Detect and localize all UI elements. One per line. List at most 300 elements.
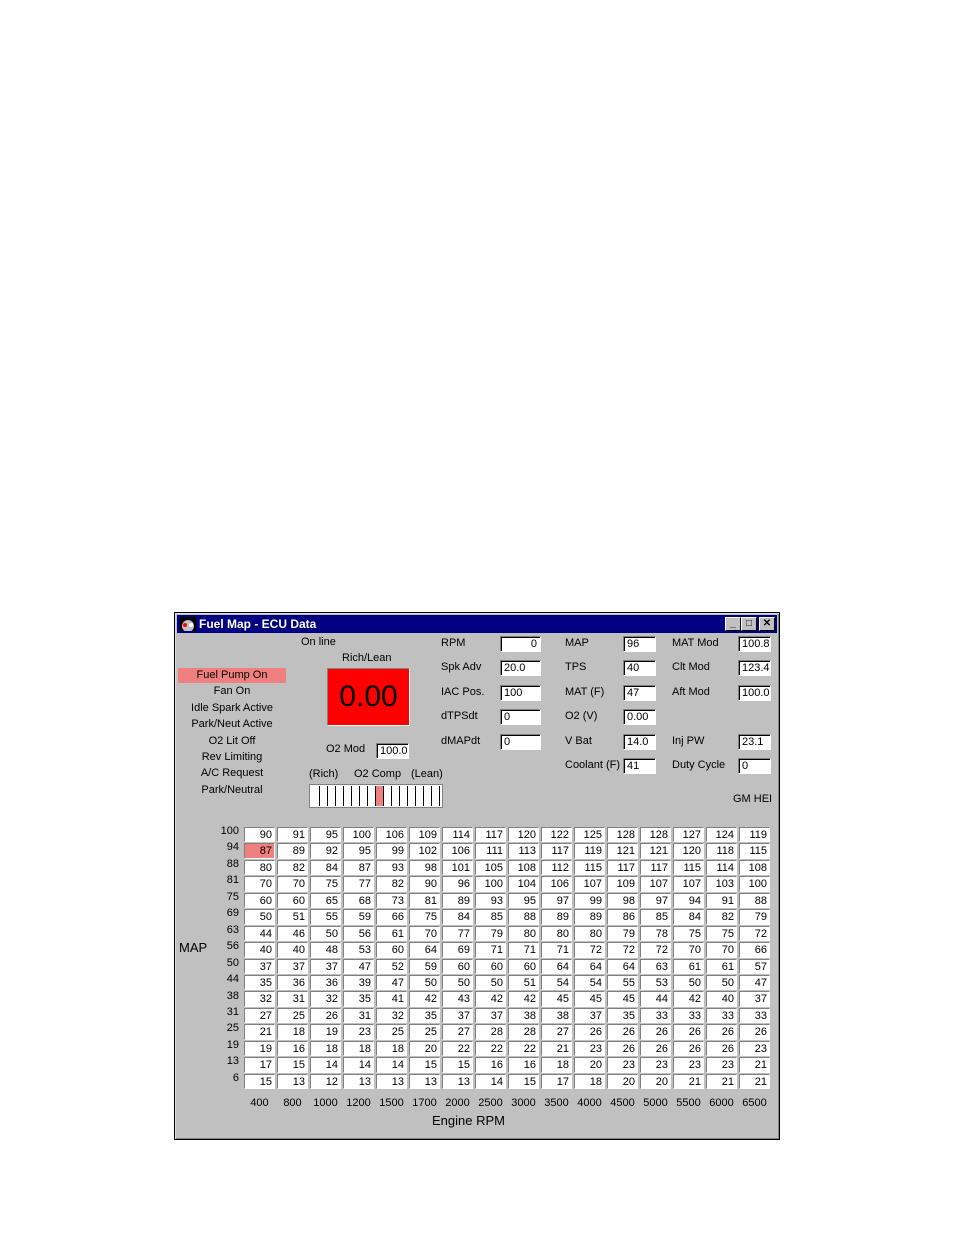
o2-mod-field[interactable]: 100.0 [376,743,409,759]
map-cell[interactable]: 66 [739,942,770,957]
map-cell[interactable]: 77 [343,876,374,891]
map-cell[interactable]: 25 [277,1008,308,1023]
map-cell[interactable]: 72 [574,942,605,957]
map-cell[interactable]: 121 [640,843,671,858]
map-cell[interactable]: 18 [376,1041,407,1056]
map-cell[interactable]: 37 [574,1008,605,1023]
map-cell[interactable]: 93 [475,893,506,908]
close-button[interactable]: ✕ [759,617,775,631]
map-cell[interactable]: 21 [673,1074,704,1089]
map-cell[interactable]: 93 [376,860,407,875]
map-cell[interactable]: 37 [442,1008,473,1023]
map-cell[interactable]: 38 [508,1008,539,1023]
map-cell[interactable]: 25 [409,1024,440,1039]
map-tick-label: 94 [226,841,239,854]
map-cell[interactable]: 27 [244,1008,275,1023]
o2-comp-segment [408,786,416,806]
map-cell[interactable]: 26 [673,1041,704,1056]
rpm-tick-label: 1500 [379,1097,404,1109]
map-cell[interactable]: 87 [244,843,275,858]
map-cell[interactable]: 42 [409,991,440,1006]
map-cell[interactable]: 115 [673,860,704,875]
map-cell[interactable]: 26 [310,1008,341,1023]
map-cell[interactable]: 15 [442,1057,473,1072]
map-cell[interactable]: 89 [442,893,473,908]
map-cell[interactable]: 37 [244,959,275,974]
map-cell[interactable]: 79 [739,909,770,924]
map-cell[interactable]: 112 [541,860,572,875]
map-cell[interactable]: 96 [442,876,473,891]
map-cell[interactable]: 98 [409,860,440,875]
map-cell[interactable]: 13 [442,1074,473,1089]
map-cell[interactable]: 124 [706,827,737,842]
map-cell[interactable]: 18 [277,1024,308,1039]
field-label: V Bat [565,735,592,747]
map-cell[interactable]: 17 [541,1074,572,1089]
map-cell[interactable]: 71 [475,942,506,957]
map-cell[interactable]: 95 [310,827,341,842]
map-cell[interactable]: 90 [244,827,275,842]
map-cell[interactable]: 21 [739,1057,770,1072]
map-cell[interactable]: 54 [541,975,572,990]
map-cell[interactable]: 99 [574,893,605,908]
map-cell[interactable]: 66 [376,909,407,924]
map-cell[interactable]: 87 [343,860,374,875]
map-cell[interactable]: 90 [409,876,440,891]
map-cell[interactable]: 26 [574,1024,605,1039]
map-cell[interactable]: 109 [607,876,638,891]
map-cell[interactable]: 31 [277,991,308,1006]
map-cell[interactable]: 115 [574,860,605,875]
map-cell[interactable]: 127 [673,827,704,842]
map-cell[interactable]: 46 [277,926,308,941]
map-cell[interactable]: 54 [574,975,605,990]
map-cell[interactable]: 61 [706,959,737,974]
map-cell[interactable]: 22 [508,1041,539,1056]
map-cell[interactable]: 18 [541,1057,572,1072]
map-cell[interactable]: 14 [475,1074,506,1089]
map-cell[interactable]: 33 [706,1008,737,1023]
value-field[interactable]: 0.00 [623,709,656,725]
map-cell[interactable]: 52 [376,959,407,974]
o2-comp-bar [309,784,443,808]
map-cell[interactable]: 75 [310,876,341,891]
map-cell[interactable]: 85 [640,909,671,924]
map-cell[interactable]: 45 [574,991,605,1006]
map-cell[interactable]: 82 [706,909,737,924]
map-cell[interactable]: 78 [640,926,671,941]
map-cell[interactable]: 37 [277,959,308,974]
map-cell[interactable]: 20 [574,1057,605,1072]
status-flag: O2 Lit Off [208,734,256,747]
map-cell[interactable]: 80 [508,926,539,941]
map-cell[interactable]: 20 [640,1074,671,1089]
value-field[interactable]: 0 [738,758,771,774]
value-field[interactable]: 100.8 [738,636,771,652]
map-cell[interactable]: 15 [244,1074,275,1089]
map-cell[interactable]: 50 [475,975,506,990]
map-cell[interactable]: 60 [475,959,506,974]
map-cell[interactable]: 60 [244,893,275,908]
map-cell[interactable]: 84 [673,909,704,924]
map-cell[interactable]: 64 [541,959,572,974]
map-cell[interactable]: 26 [640,1041,671,1056]
map-tick-label: 25 [226,1022,239,1035]
map-cell[interactable]: 37 [739,991,770,1006]
map-cell[interactable]: 63 [640,959,671,974]
map-tick-label: 50 [226,956,239,969]
map-cell[interactable]: 26 [706,1024,737,1039]
map-cell[interactable]: 119 [574,843,605,858]
map-cell[interactable]: 15 [409,1057,440,1072]
rich-label: (Rich) [309,768,339,780]
map-cell[interactable]: 60 [508,959,539,974]
field-label: MAP [565,637,589,649]
map-cell[interactable]: 27 [541,1024,572,1039]
map-cell[interactable]: 26 [673,1024,704,1039]
map-cell[interactable]: 69 [442,942,473,957]
rpm-tick-label: 6000 [709,1097,734,1109]
map-cell[interactable]: 47 [343,959,374,974]
map-cell[interactable]: 36 [310,975,341,990]
map-cell[interactable]: 117 [640,860,671,875]
map-cell[interactable]: 100 [739,876,770,891]
map-cell[interactable]: 71 [508,942,539,957]
map-cell[interactable]: 70 [244,876,275,891]
value-field[interactable]: 14.0 [623,734,656,750]
map-cell[interactable]: 23 [640,1057,671,1072]
map-cell[interactable]: 27 [442,1024,473,1039]
map-cell[interactable]: 60 [277,893,308,908]
map-cell[interactable]: 80 [541,926,572,941]
map-cell[interactable]: 12 [310,1074,341,1089]
map-cell[interactable]: 23 [607,1057,638,1072]
map-cell[interactable]: 70 [277,876,308,891]
map-cell[interactable]: 18 [343,1041,374,1056]
map-cell[interactable]: 43 [442,991,473,1006]
map-cell[interactable]: 102 [409,843,440,858]
map-cell[interactable]: 47 [376,975,407,990]
map-cell[interactable]: 75 [706,926,737,941]
value-field[interactable]: 47 [623,685,656,701]
value-field[interactable]: 23.1 [738,734,771,750]
map-cell[interactable]: 31 [343,1008,374,1023]
map-cell[interactable]: 33 [673,1008,704,1023]
map-cell[interactable]: 84 [310,860,341,875]
o2-comp-segment [384,786,392,806]
map-cell[interactable]: 79 [607,926,638,941]
map-cell[interactable]: 100 [343,827,374,842]
map-cell[interactable]: 21 [244,1024,275,1039]
map-cell[interactable]: 51 [508,975,539,990]
map-cell[interactable]: 35 [607,1008,638,1023]
map-cell[interactable]: 14 [343,1057,374,1072]
map-cell[interactable]: 125 [574,827,605,842]
fuel-map-grid [244,827,772,1090]
map-cell[interactable]: 82 [277,860,308,875]
map-cell[interactable]: 19 [244,1041,275,1056]
map-cell[interactable]: 44 [244,926,275,941]
map-cell[interactable]: 35 [343,991,374,1006]
map-cell[interactable]: 60 [376,942,407,957]
map-cell[interactable]: 17 [244,1057,275,1072]
map-cell[interactable]: 21 [541,1041,572,1056]
map-cell[interactable]: 13 [409,1074,440,1089]
map-cell[interactable]: 16 [475,1057,506,1072]
map-cell[interactable]: 25 [376,1024,407,1039]
map-cell[interactable]: 128 [640,827,671,842]
map-cell[interactable]: 53 [640,975,671,990]
map-cell[interactable]: 72 [640,942,671,957]
value-field[interactable]: 0 [500,734,541,750]
map-cell[interactable]: 13 [376,1074,407,1089]
map-cell[interactable]: 72 [607,942,638,957]
map-cell[interactable]: 88 [739,893,770,908]
map-cell[interactable]: 38 [541,1008,572,1023]
map-cell[interactable]: 56 [343,926,374,941]
map-cell[interactable]: 44 [640,991,671,1006]
map-cell[interactable]: 16 [508,1057,539,1072]
map-cell[interactable]: 32 [310,991,341,1006]
map-cell[interactable]: 42 [508,991,539,1006]
map-cell[interactable]: 23 [574,1041,605,1056]
map-cell[interactable]: 64 [409,942,440,957]
map-cell[interactable]: 45 [541,991,572,1006]
map-cell[interactable]: 47 [739,975,770,990]
map-cell[interactable]: 50 [706,975,737,990]
map-cell[interactable]: 77 [442,926,473,941]
map-cell[interactable]: 109 [409,827,440,842]
map-cell[interactable]: 26 [640,1024,671,1039]
map-cell[interactable]: 97 [541,893,572,908]
map-cell[interactable]: 71 [541,942,572,957]
map-cell[interactable]: 41 [376,991,407,1006]
map-cell[interactable]: 61 [673,959,704,974]
map-cell[interactable]: 14 [376,1057,407,1072]
map-cell[interactable]: 107 [673,876,704,891]
map-cell[interactable]: 107 [574,876,605,891]
map-cell[interactable]: 42 [673,991,704,1006]
rpm-axis-label: Engine RPM [432,1113,505,1128]
rpm-tick-label: 800 [283,1097,302,1109]
o2-comp-segment [432,786,440,806]
map-cell[interactable]: 45 [607,991,638,1006]
map-cell[interactable]: 72 [739,926,770,941]
map-cell[interactable]: 89 [541,909,572,924]
map-cell[interactable]: 106 [376,827,407,842]
map-cell[interactable]: 118 [706,843,737,858]
map-cell[interactable]: 119 [739,827,770,842]
map-cell[interactable]: 91 [277,827,308,842]
value-field[interactable]: 0 [500,709,541,725]
map-cell[interactable]: 26 [607,1041,638,1056]
o2-comp-segment [320,786,328,806]
map-cell[interactable]: 23 [739,1041,770,1056]
fuel-map-window [174,612,780,1140]
map-cell[interactable]: 22 [442,1041,473,1056]
map-cell[interactable]: 32 [244,991,275,1006]
rpm-tick-label: 4500 [610,1097,635,1109]
map-cell[interactable]: 26 [739,1024,770,1039]
map-cell[interactable]: 51 [277,909,308,924]
map-cell[interactable]: 19 [310,1024,341,1039]
map-cell[interactable]: 103 [706,876,737,891]
map-cell[interactable]: 98 [607,893,638,908]
map-cell[interactable]: 81 [409,893,440,908]
map-cell[interactable]: 50 [244,909,275,924]
map-cell[interactable]: 40 [244,942,275,957]
map-cell[interactable]: 55 [310,909,341,924]
map-cell[interactable]: 120 [508,827,539,842]
map-cell[interactable]: 40 [706,991,737,1006]
map-cell[interactable]: 68 [343,893,374,908]
map-cell[interactable]: 40 [277,942,308,957]
map-cell[interactable]: 89 [574,909,605,924]
map-cell[interactable]: 107 [640,876,671,891]
map-cell[interactable]: 117 [541,843,572,858]
maximize-button[interactable]: □ [741,617,757,631]
map-cell[interactable]: 57 [739,959,770,974]
map-cell[interactable]: 85 [475,909,506,924]
map-cell[interactable]: 70 [409,926,440,941]
map-cell[interactable]: 111 [475,843,506,858]
map-cell[interactable]: 33 [640,1008,671,1023]
map-cell[interactable]: 37 [310,959,341,974]
map-cell[interactable]: 122 [541,827,572,842]
map-cell[interactable]: 113 [508,843,539,858]
map-cell[interactable]: 28 [475,1024,506,1039]
map-cell[interactable]: 115 [739,843,770,858]
title-bar[interactable] [177,615,777,633]
map-cell[interactable]: 33 [739,1008,770,1023]
value-field[interactable]: 20.0 [500,660,541,676]
map-cell[interactable]: 60 [442,959,473,974]
map-cell[interactable]: 50 [442,975,473,990]
map-cell[interactable]: 59 [343,909,374,924]
field-label: MAT Mod [672,637,719,649]
map-cell[interactable]: 15 [277,1057,308,1072]
map-cell[interactable]: 84 [442,909,473,924]
map-cell[interactable]: 70 [706,942,737,957]
map-cell[interactable]: 23 [673,1057,704,1072]
map-cell[interactable]: 15 [508,1074,539,1089]
value-field[interactable]: 40 [623,660,656,676]
map-cell[interactable]: 55 [607,975,638,990]
map-cell[interactable]: 128 [607,827,638,842]
map-cell[interactable]: 36 [277,975,308,990]
map-cell[interactable]: 117 [607,860,638,875]
value-field[interactable]: 96 [623,636,656,652]
map-cell[interactable]: 75 [409,909,440,924]
map-cell[interactable]: 89 [277,843,308,858]
map-cell[interactable]: 105 [475,860,506,875]
map-cell[interactable]: 114 [442,827,473,842]
map-cell[interactable]: 26 [607,1024,638,1039]
map-cell[interactable]: 75 [673,926,704,941]
map-cell[interactable]: 99 [376,843,407,858]
field-label: dMAPdt [441,735,481,747]
map-cell[interactable]: 50 [409,975,440,990]
value-field[interactable]: 0 [500,636,541,652]
map-cell[interactable]: 108 [739,860,770,875]
map-cell[interactable]: 37 [475,1008,506,1023]
map-cell[interactable]: 97 [640,893,671,908]
map-cell[interactable]: 82 [376,876,407,891]
map-cell[interactable]: 22 [475,1041,506,1056]
map-cell[interactable]: 91 [706,893,737,908]
map-cell[interactable]: 88 [508,909,539,924]
map-cell[interactable]: 120 [673,843,704,858]
map-cell[interactable]: 35 [244,975,275,990]
map-cell[interactable]: 80 [574,926,605,941]
map-cell[interactable]: 50 [673,975,704,990]
map-cell[interactable]: 64 [607,959,638,974]
map-cell[interactable]: 13 [277,1074,308,1089]
map-cell[interactable]: 14 [310,1057,341,1072]
map-cell[interactable]: 79 [475,926,506,941]
map-cell[interactable]: 101 [442,860,473,875]
map-cell[interactable]: 114 [706,860,737,875]
map-cell[interactable]: 106 [541,876,572,891]
map-cell[interactable]: 21 [739,1074,770,1089]
map-cell[interactable]: 23 [706,1057,737,1072]
minimize-button[interactable]: _ [725,617,741,631]
map-cell[interactable]: 18 [574,1074,605,1089]
map-cell[interactable]: 59 [409,959,440,974]
map-cell[interactable]: 100 [475,876,506,891]
map-cell[interactable]: 92 [310,843,341,858]
map-cell[interactable]: 53 [343,942,374,957]
value-field[interactable]: 123.4 [738,660,771,676]
map-cell[interactable]: 26 [706,1041,737,1056]
map-cell[interactable]: 95 [343,843,374,858]
map-cell[interactable]: 20 [607,1074,638,1089]
map-cell[interactable]: 39 [343,975,374,990]
map-cell[interactable]: 108 [508,860,539,875]
map-tick-label: 100 [220,825,239,837]
map-cell[interactable]: 61 [376,926,407,941]
map-cell[interactable]: 106 [442,843,473,858]
map-cell[interactable]: 23 [343,1024,374,1039]
value-field[interactable]: 100.0 [738,685,771,701]
map-cell[interactable]: 18 [310,1041,341,1056]
map-cell[interactable]: 28 [508,1024,539,1039]
map-cell[interactable]: 16 [277,1041,308,1056]
map-cell[interactable]: 70 [673,942,704,957]
map-cell[interactable]: 86 [607,909,638,924]
map-cell[interactable]: 42 [475,991,506,1006]
map-cell[interactable]: 94 [673,893,704,908]
rpm-tick-label: 3500 [544,1097,569,1109]
map-cell[interactable]: 104 [508,876,539,891]
map-cell[interactable]: 20 [409,1041,440,1056]
map-cell[interactable]: 21 [706,1074,737,1089]
map-cell[interactable]: 48 [310,942,341,957]
map-cell[interactable]: 80 [244,860,275,875]
map-cell[interactable]: 32 [376,1008,407,1023]
map-cell[interactable]: 13 [343,1074,374,1089]
map-cell[interactable]: 121 [607,843,638,858]
value-field[interactable]: 41 [623,758,656,774]
map-cell[interactable]: 50 [310,926,341,941]
value-field[interactable]: 100 [500,685,541,701]
map-cell[interactable]: 117 [475,827,506,842]
map-cell[interactable]: 64 [574,959,605,974]
map-cell[interactable]: 35 [409,1008,440,1023]
map-cell[interactable]: 65 [310,893,341,908]
map-cell[interactable]: 95 [508,893,539,908]
map-cell[interactable]: 73 [376,893,407,908]
